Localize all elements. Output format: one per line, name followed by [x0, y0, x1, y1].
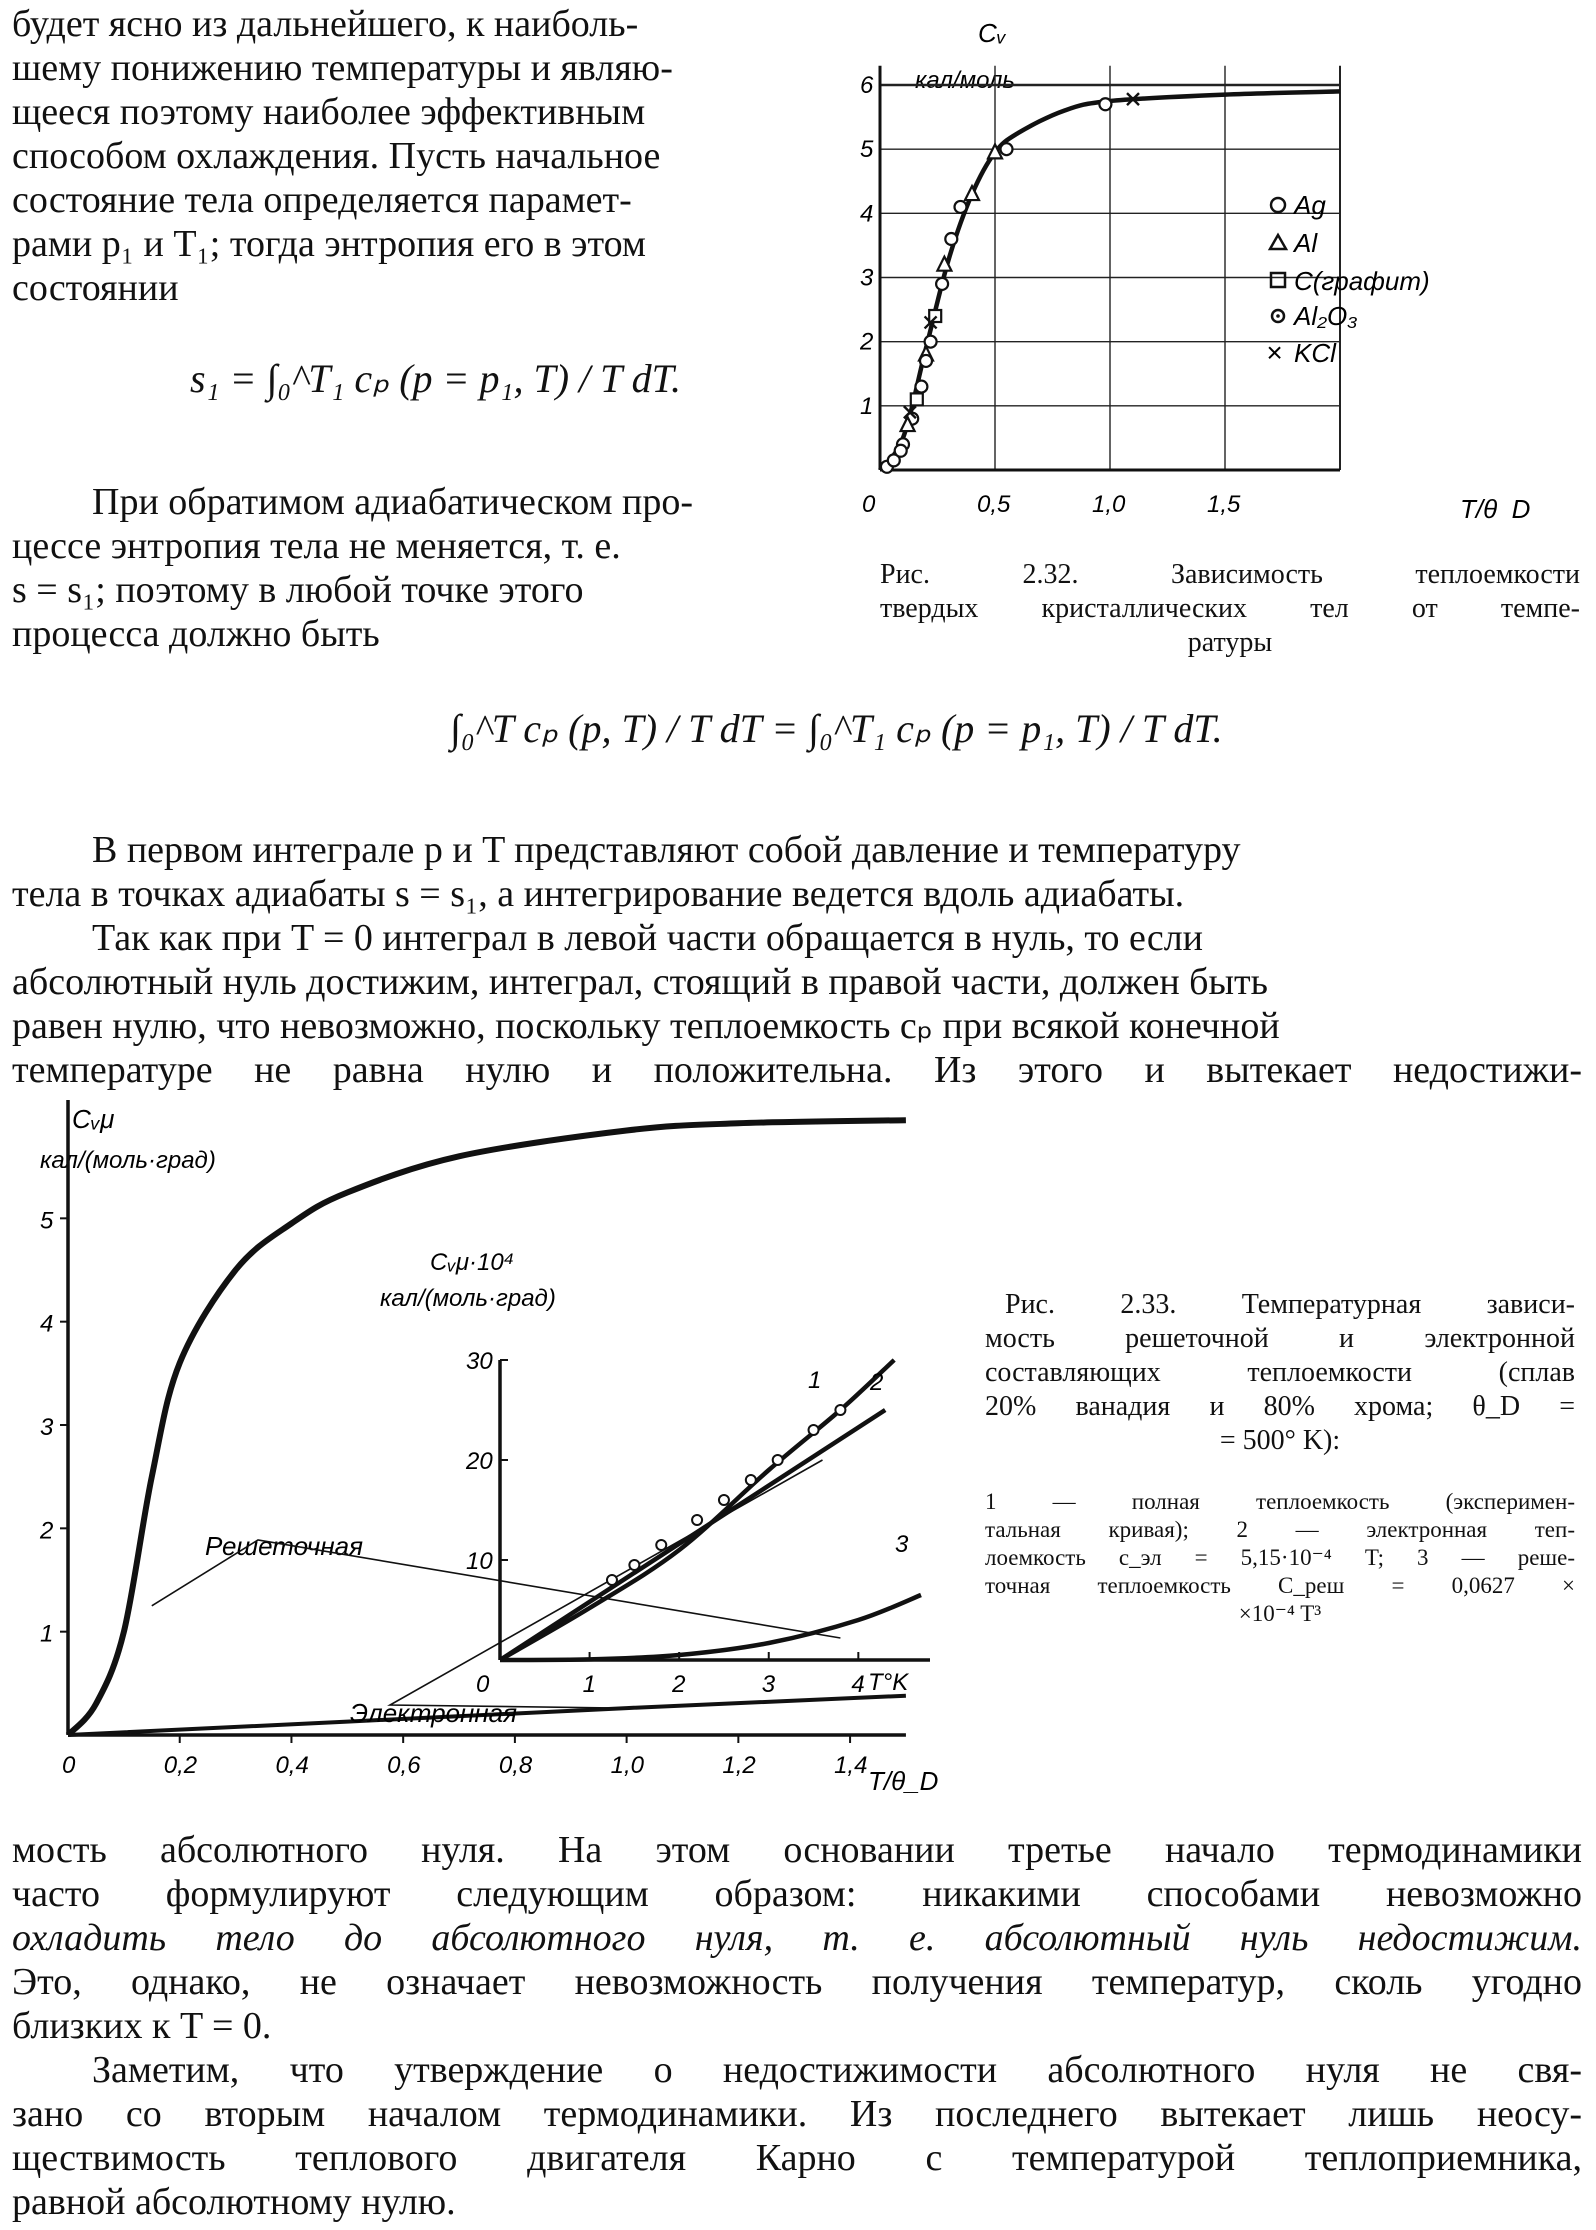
label-electron: Электронная [350, 1698, 517, 1728]
text-line: равной абсолютному нулю. [12, 2181, 456, 2223]
curve-label-2: 2 [870, 1369, 884, 1396]
inset-xtick-label: 4 [851, 1671, 865, 1698]
caption-line: твердых кристаллических тел от темпе- [880, 593, 1580, 624]
figure-2-32 [860, 0, 1580, 520]
caption-line: Рис. 2.33. Температурная зависи- [1005, 1289, 1575, 1320]
fig233-xtick-label: 0,4 [275, 1752, 309, 1779]
text-line: мость абсолютного нуля. На этом основании третье начало термодинамики [12, 1829, 1582, 1871]
fig233-yunit: кал/(моль·град) [40, 1147, 216, 1174]
inset-ytick-label: 30 [466, 1348, 493, 1375]
fig233-note [985, 1488, 1575, 1628]
legend-graphite: C(графит) [1294, 266, 1430, 296]
text-line: щееся поэтому наиболее эффективным [12, 91, 646, 133]
legend-dotted-circle-center [1276, 314, 1280, 318]
fig232-point-ag [1099, 98, 1111, 110]
text-line: Заметим, что утверждение о недостижимости абсолютного нуля не свя- [92, 2049, 1582, 2091]
fig233-xtick-label: 0,6 [387, 1752, 421, 1779]
inset-xtick-label: 3 [761, 1671, 776, 1698]
fig232-point-ag [955, 201, 967, 213]
text-line: будет ясно из дальнейшего, к наиболь- [12, 3, 639, 45]
text-line: охладить тело до абсолютного нуля, т. е. абсолютный нуль недостижим. [12, 1917, 1582, 1959]
fig232-point-graphite [911, 393, 923, 405]
fig232-point-ag [945, 233, 957, 245]
inset-yunit: кал/(моль·град) [380, 1285, 556, 1312]
equation-entropy: s₁ = ∫₀^T₁ cₚ (p = p₁, T) / T dT. [190, 356, 681, 401]
text-line: Это, однако, не означает невозможность получения температур, сколь угодно [12, 1961, 1582, 2003]
fig232-caption [880, 558, 1580, 660]
fig232-point-ag [1001, 143, 1013, 155]
leader-electron [390, 1460, 823, 1708]
inset-data-point [607, 1575, 617, 1585]
legend-al2o3: Al₂O₃ [1294, 301, 1358, 331]
legend-circle-marker [1271, 198, 1285, 212]
legend-square-marker [1271, 273, 1285, 287]
inset-ytick-label: 20 [466, 1448, 493, 1475]
fig232-xlabel: T/θ_D [1460, 494, 1531, 520]
note-line: тальная кривая); 2 — электронная теп- [985, 1517, 1575, 1542]
fig232-point-al2o3 [895, 445, 907, 457]
fig232-point-al2o3 [920, 355, 932, 367]
inset-xtick-label: 0 [476, 1671, 490, 1698]
inset-xtick-label: 2 [672, 1671, 686, 1698]
equation-adiabat: ∫₀^T cₚ (p, T) / T dT = ∫₀^T₁ cₚ (p = p₁, T) / T dT. [450, 706, 1223, 751]
note-line: 1 — полная теплоемкость (эксперимен- [985, 1489, 1575, 1514]
caption-line: = 500° K): [1219, 1425, 1341, 1456]
paragraph-adiabatic [12, 480, 822, 656]
curve-label-1: 1 [808, 1367, 822, 1394]
note-line: ×10⁻⁴ T³ [1238, 1601, 1322, 1626]
fig233-ytick-label: 3 [40, 1414, 54, 1441]
fig233-ytick-label: 1 [40, 1620, 54, 1648]
caption-line: Рис. 2.32. Зависимость теплоемкости [880, 559, 1580, 590]
fig232-ytick-label: 6 [860, 72, 874, 99]
inset-curve-total [500, 1360, 894, 1660]
legend-ag: Ag [1294, 190, 1326, 220]
inset-curves [500, 1360, 921, 1660]
fig233-ytick-label: 5 [40, 1207, 54, 1235]
text-line: В первом интеграле p и T представляют собой давление и температуру [92, 829, 1241, 871]
paragraph-integral [12, 828, 1582, 1092]
paragraph-intro [12, 2, 822, 310]
inset-ytick-label: 10 [466, 1548, 493, 1575]
inset-xtick-label: 1 [582, 1671, 596, 1698]
fig233-xtick-label: 1,2 [722, 1752, 756, 1779]
fig233-xtick-label: 0,8 [498, 1752, 533, 1779]
fig232-point-ag [936, 278, 948, 290]
fig233-xtick-label: 0 [62, 1752, 76, 1779]
text-line: зано со вторым началом термодинамики. Из последнего вытекает лишь неосу- [12, 2093, 1582, 2135]
fig232-xtick-label: 0,5 [977, 491, 1011, 518]
note-line: точная теплоемкость C_реш = 0,0627 × [985, 1573, 1575, 1598]
inset-data-point [835, 1405, 845, 1415]
fig233-ytick-label: 4 [40, 1310, 54, 1338]
fig232-ticklabels [860, 72, 1241, 518]
fig233-xtick-label: 1,4 [834, 1752, 868, 1779]
text-line: тела в точках адиабаты s = s₁, а интегрирование ведется вдоль адиабаты. [12, 873, 1185, 915]
inset-data-point [629, 1560, 639, 1570]
inset-curve-lattice [500, 1595, 921, 1660]
fig233-ytick-label: 2 [40, 1517, 54, 1545]
inset-axes [500, 1360, 930, 1660]
paragraph-carnot [12, 2048, 1582, 2224]
text-line: способом охлаждения. Пусть начальное [12, 135, 661, 177]
curve-label-3: 3 [895, 1531, 909, 1558]
text-line: состояние тела определяется парамет- [12, 179, 632, 221]
text-line: часто формулируют следующим образом: никакими способами невозможно [12, 1873, 1582, 1915]
fig232-ytick-label: 4 [860, 200, 874, 228]
inset-curve-electron [500, 1410, 885, 1660]
text-line: Так как при T = 0 интеграл в левой части обращается в нуль, то если [92, 917, 1203, 959]
fig233-xtick-label: 0,2 [163, 1752, 198, 1779]
inset-data-point [692, 1515, 702, 1525]
text-line: процесса должно быть [12, 613, 380, 655]
text-line: температуре не равна нулю и положительна. Из этого и вытекает недостижи- [12, 1049, 1582, 1091]
paragraph-third-law [12, 1828, 1582, 2048]
fig232-xtick-label: 1,5 [1207, 491, 1241, 518]
fig232-yunit: кал/моль [915, 67, 1016, 94]
inset-data-point [656, 1540, 666, 1550]
fig232-point-graphite [929, 310, 941, 322]
legend-al: Al [1294, 228, 1318, 258]
inset-xlabel: T°K [868, 1669, 909, 1696]
fig232-ytick-label: 2 [860, 328, 874, 356]
text-line: ществимость теплового двигателя Карно с температурой теплоприемника, [12, 2137, 1582, 2179]
caption-line: ратуры [1187, 627, 1273, 658]
text-line: близких к T = 0. [12, 2005, 272, 2047]
fig233-ylabel: Cᵥμ [72, 1104, 115, 1134]
inset-data-point [719, 1495, 729, 1505]
fig232-xtick-label: 1,0 [1092, 491, 1126, 518]
fig232-points [881, 93, 1139, 473]
caption-line: мость решеточной и электронной [985, 1323, 1575, 1354]
text-line: При обратимом адиабатическом про- [92, 481, 694, 523]
fig232-ytick-label: 1 [860, 392, 874, 420]
text-line: состоянии [12, 267, 179, 309]
legend-triangle-marker [1270, 235, 1286, 249]
fig233-caption [985, 1288, 1575, 1458]
fig232-xtick-label: 0 [862, 491, 876, 518]
text-line: s = s₁; поэтому в любой точке этого [12, 569, 584, 611]
fig232-ytick-label: 5 [860, 136, 874, 164]
note-line: лоемкость c_эл = 5,15·10⁻⁴ T; 3 — реше- [985, 1545, 1575, 1570]
inset-data-point [746, 1475, 756, 1485]
fig233-axes [60, 1100, 906, 1743]
fig232-ytick-label: 3 [860, 264, 874, 292]
legend-cross-marker: × [1266, 337, 1283, 368]
fig233-xtick-label: 1,0 [610, 1752, 644, 1779]
caption-line: 20% ванадия и 80% хрома; θ_D = [985, 1391, 1575, 1422]
inset-data-point [773, 1455, 783, 1465]
fig232-ylabel: Cᵥ [978, 18, 1007, 48]
legend-kcl: KCl [1294, 338, 1336, 368]
text-line: абсолютный нуль достижим, интеграл, стоящий в правой части, должен быть [12, 961, 1268, 1003]
text-line: шему понижению температуры и являю- [12, 47, 673, 89]
fig233-xlabel: T/θ_D [868, 1766, 939, 1796]
figure-2-33 [0, 1100, 960, 1820]
label-lattice: Решеточная [205, 1531, 364, 1561]
inset-data-point [809, 1425, 819, 1435]
inset-ylabel: Cᵥμ·10⁴ [430, 1249, 515, 1276]
text-line: цессе энтропия тела не меняется, т. е. [12, 525, 621, 567]
text-line: рами p₁ и T₁; тогда энтропия его в этом [12, 223, 646, 265]
fig232-point-ag [915, 381, 927, 393]
text-line: равен нулю, что невозможно, поскольку теплоемкость cₚ при всякой конечной [12, 1005, 1280, 1047]
caption-line: составляющих теплоемкости (сплав [985, 1357, 1575, 1388]
